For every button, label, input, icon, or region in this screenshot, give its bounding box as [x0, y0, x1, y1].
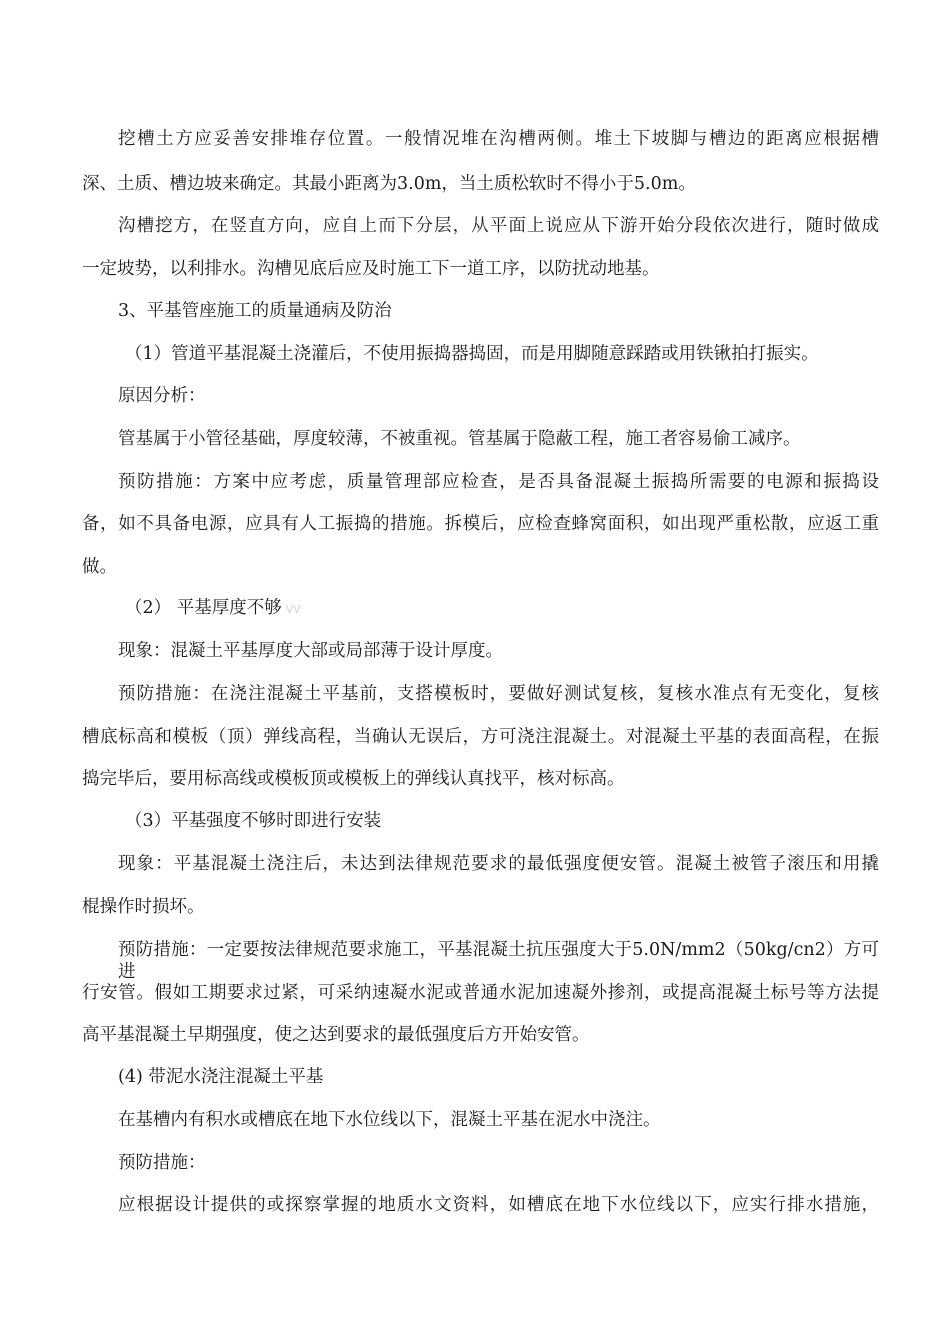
paragraph-line: 捣完毕后，要用标高线或模板顶或模板上的弹线认真找平，核对标高。: [82, 769, 625, 789]
subsection-heading: (4) 带泥水浇注混凝土平基: [118, 1067, 324, 1087]
paragraph-line: 做。: [82, 557, 117, 577]
subsection-heading-text: （2） 平基厚度不够: [125, 598, 282, 618]
paragraph-line: 深、土质、槽边坡来确定。其最小距离为3.0m，当土质松软时不得小于5.0m。: [82, 174, 696, 194]
paragraph-line: 现象：混凝土平基厚度大部或局部薄于设计厚度。: [118, 641, 503, 661]
paragraph-line: 在基槽内有积水或槽底在地下水位线以下，混凝土平基在泥水中浇注。: [118, 1110, 661, 1130]
subsection-heading: [125, 597, 301, 621]
paragraph-line: 原因分析：: [118, 386, 206, 406]
paragraph-line: 预防措施：方案中应考虑，质量管理部应检查，是否具备混凝土振捣所需要的电源和振捣设: [118, 472, 879, 492]
paragraph-line: 槽底标高和模板（顶）弹线高程，当确认无误后，方可浇注混凝土。对混凝土平基的表面高程，在振: [82, 727, 879, 747]
paragraph-line: 高平基混凝土早期强度，使之达到要求的最低强度后方开始安管。: [82, 1025, 590, 1045]
faint-mark: VV: [285, 603, 301, 616]
paragraph-line: 应根据设计提供的或探察掌握的地质水文资料，如槽底在地下水位线以下，应实行排水措施，: [118, 1195, 879, 1215]
paragraph-line: 行安管。假如工期要求过紧，可采纳速凝水泥或普通水泥加速凝外掺剂，或提高混凝土标号等方法提: [82, 983, 879, 1003]
paragraph-line: 挖槽土方应妥善安排堆存位置。一般情况堆在沟槽两侧。堆土下坡脚与槽边的距离应根据槽: [118, 129, 879, 149]
paragraph-line: 管基属于小管径基础，厚度较薄，不被重视。管基属于隐蔽工程，施工者容易偷工减序。: [118, 429, 801, 449]
paragraph-line: 一定坡势，以利排水。沟槽见底后应及时施工下一道工序，以防扰动地基。: [82, 259, 660, 279]
paragraph-line: 备，如不具备电源，应具有人工振捣的措施。拆模后，应检查蜂窝面积，如出现严重松散，应返工重: [82, 514, 879, 534]
paragraph-line: 预防措施：在浇注混凝土平基前，支搭模板时，要做好测试复核，复核水准点有无变化，复核: [118, 684, 879, 704]
paragraph-line: （1）管道平基混凝土浇灌后，不使用振捣器捣固，而是用脚随意踩踏或用铁锹拍打振实。: [125, 344, 819, 364]
paragraph-line: 预防措施：一定要按法律规范要求施工，平基混凝土抗压强度大于5.0N/mm2（50kg/cn2）方可进: [118, 940, 879, 982]
paragraph-line: 现象：平基混凝土浇注后，未达到法律规范要求的最低强度便安管。混凝土被管子滚压和用撬: [118, 854, 879, 874]
section-heading: 3、平基管座施工的质量通病及防治: [118, 301, 392, 321]
subsection-heading: （3）平基强度不够时即进行安装: [125, 811, 382, 831]
paragraph-line: 沟槽挖方，在竖直方向，应自上而下分层，从平面上说应从下游开始分段依次进行，随时做成: [118, 216, 879, 236]
paragraph-line: 棍操作时损坏。: [82, 897, 205, 917]
paragraph-line: 预防措施：: [118, 1153, 206, 1173]
